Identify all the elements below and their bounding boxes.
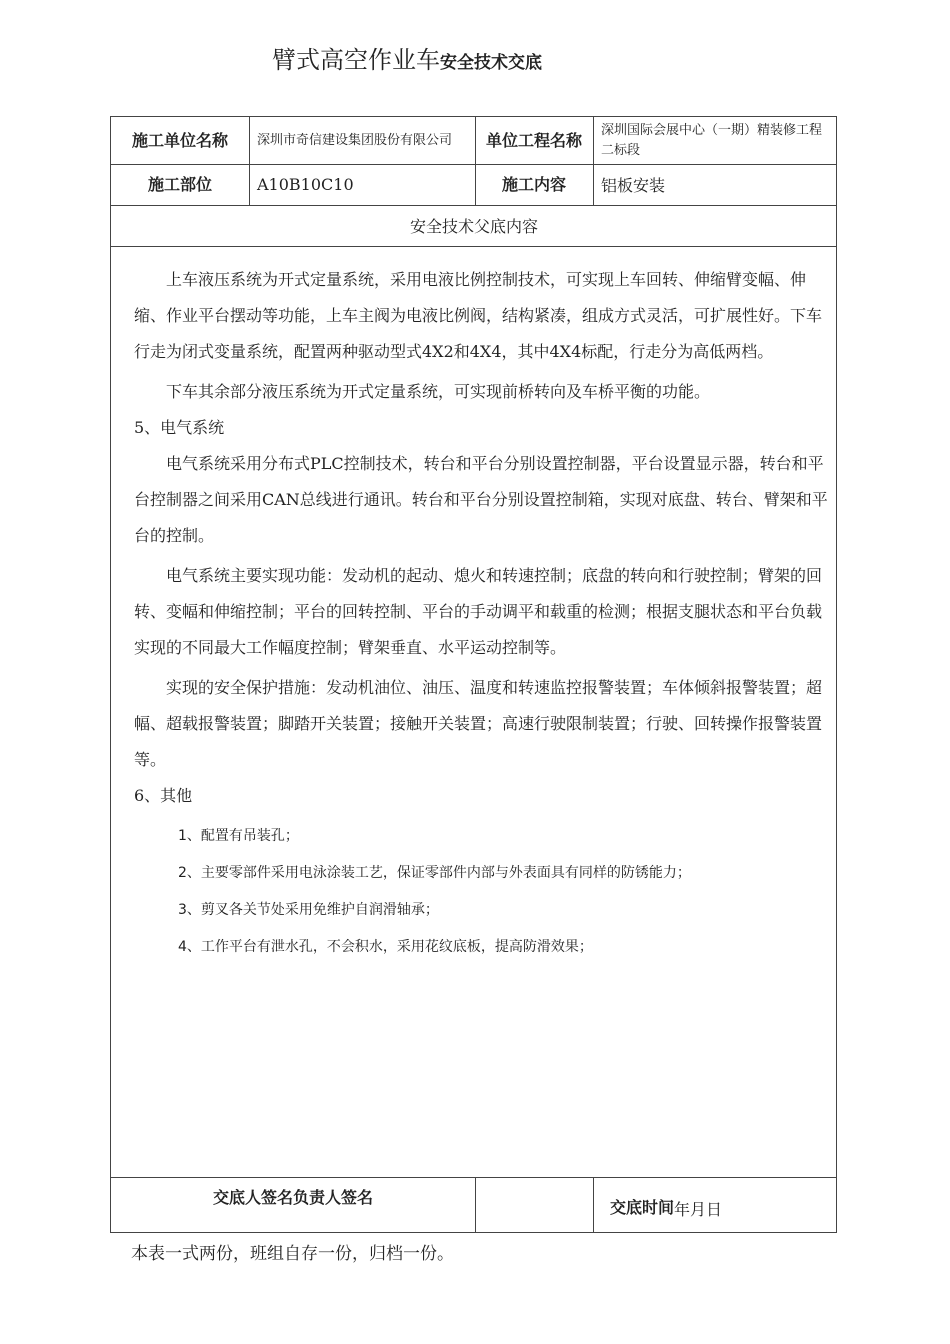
- work-content-value: 铝板安装: [601, 176, 666, 195]
- disclosure-time-value: 年月日: [674, 1199, 723, 1219]
- section-title: 安全技术父底内容: [409, 217, 538, 236]
- content-paragraph: 实现的安全保护措施：发动机油位、油压、温度和转速监控报警装置；车体倾斜报警装置；超幅、超载报警装置；脚踏开关装置；接触开关装置；高速行驶限制装置；行驶、回转操作报警装置等。: [134, 678, 823, 769]
- unit-name-label: 施工单位名称: [131, 130, 228, 150]
- disclosure-time-label: 交底时间: [610, 1198, 675, 1217]
- disclosure-content: [134, 262, 831, 966]
- document-title: [272, 40, 542, 75]
- location-value: A10B10C10: [257, 175, 354, 194]
- location-label: 施工部位: [147, 174, 212, 194]
- work-content-label: 施工内容: [501, 174, 566, 194]
- footnote: 本表一式两份，班组自存一份，归档一份。: [131, 1244, 454, 1264]
- signature-field[interactable]: [475, 1177, 593, 1233]
- list-item: 1、配置有吊装孔；: [178, 828, 299, 844]
- content-paragraph: 电气系统采用分布式PLC控制技术，转台和平台分别设置控制器，平台设置显示器，转台和平台控制器之间采用CAN总线进行通讯。转台和平台分别设置控制箱，实现对底盘、转台、臂架和平台的控制。: [134, 454, 828, 545]
- list-item: 2、主要零部件采用电泳涂装工艺，保证零部件内部与外表面具有同样的防锈能力；: [178, 865, 691, 881]
- other-items-list: [134, 818, 831, 966]
- list-item: 3、剪叉各关节处采用免维护自润滑轴承；: [178, 902, 439, 918]
- project-name-value: 深圳国际会展中心（一期）精装修工程二标段: [601, 122, 823, 158]
- unit-name-value: 深圳市奇信建设集团股份有限公司: [257, 132, 453, 148]
- disclosure-time: [593, 1183, 837, 1233]
- document-title-sub: 安全技术交底: [440, 53, 542, 73]
- content-heading: 5、电气系统: [134, 418, 225, 437]
- signature-label: 交底人签名负责人签名: [212, 1188, 373, 1207]
- content-paragraph: 下车其余部分液压系统为开式定量系统，可实现前桥转向及车桥平衡的功能。: [166, 382, 711, 401]
- list-item: 4、工作平台有泄水孔，不会积水，采用花纹底板，提高防滑效果；: [178, 939, 593, 955]
- project-name-label: 单位工程名称: [485, 130, 582, 150]
- content-paragraph: 电气系统主要实现功能：发动机的起动、熄火和转速控制；底盘的转向和行驶控制；臂架的回转、变幅和伸缩控制；平台的回转控制、平台的手动调平和载重的检测；根据支腿状态和平台负载实现的不同最大工作幅度控制；臂架垂直、水平运动控制等。: [134, 566, 823, 657]
- content-heading: 6、其他: [134, 786, 193, 805]
- row-divider: [111, 246, 836, 247]
- document-title-main: 臂式高空作业车: [272, 46, 440, 74]
- content-paragraph: 上车液压系统为开式定量系统，采用电液比例控制技术，可实现上车回转、伸缩臂变幅、伸缩、作业平台摆动等功能，上车主阀为电液比例阀，结构紧凑，组成方式灵活，可扩展性好。下车行走为闭式变量系统，配置两种驱动型式4X2和4X4，其中4X4标配，行走分为高低两档。: [134, 270, 823, 361]
